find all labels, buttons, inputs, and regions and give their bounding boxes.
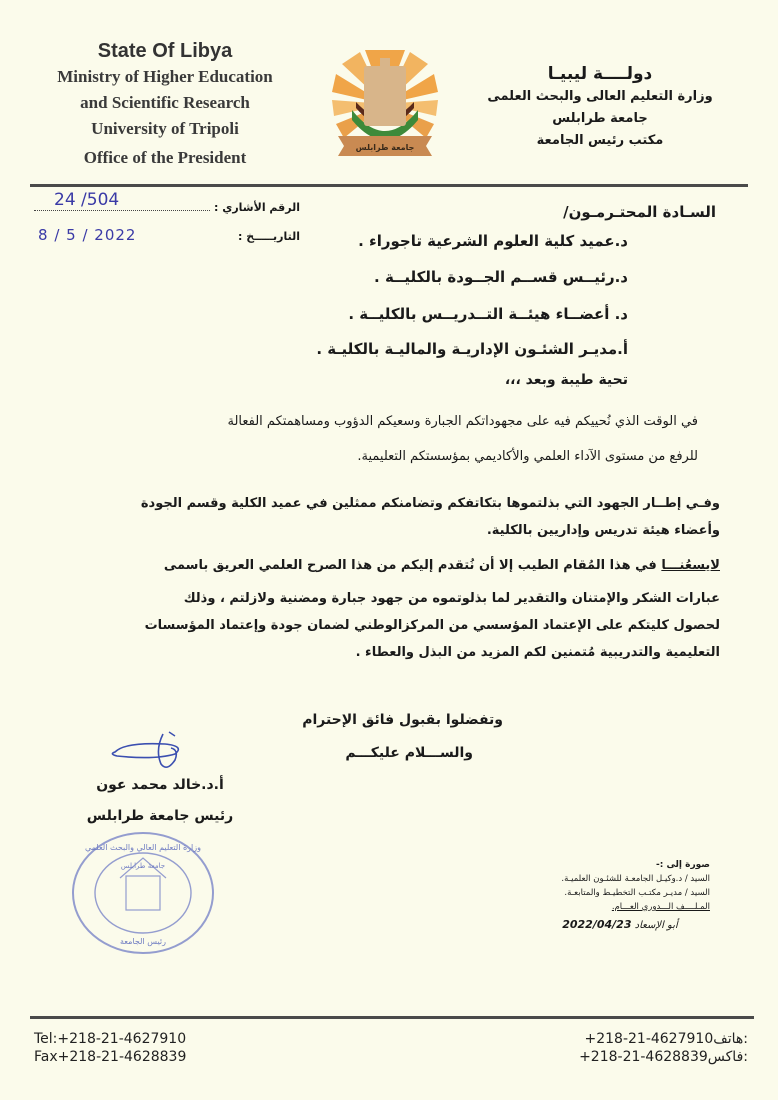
cc-line: السيد / د.وكيـل الجامعـة للشئـون العلميـة.: [561, 874, 710, 884]
paragraph-3-lead: لايسعُنـــا: [661, 558, 720, 573]
cc-date: 2022/04/23: [562, 918, 632, 931]
footer-tel-en: Tel:+218-21-4627910: [34, 1031, 187, 1047]
stamp-outer-text: وزارة التعليم العالي والبحث العلمي: [85, 843, 201, 852]
cc-date-prefix: أبو الإسعاد: [634, 920, 678, 931]
state-name-en: State Of Libya: [97, 40, 233, 62]
date-value: 2022 / 5 / 8: [38, 226, 137, 244]
paragraph-3-first-text: في هذا المُقام الطيب إلا أن نُتقدم إليكم من هذا الصرح العلمي العريق باسمى: [163, 558, 662, 573]
state-name-ar: دولــــة ليبيـا: [547, 64, 653, 84]
cc-line: السيد / مديـر مكتـب التخطيـط والمتابعـة.: [564, 888, 710, 898]
signatory-name: أ.د.خالد محمد عون: [96, 777, 224, 793]
paragraph-1-line: للرفع من مستوى الآداء العلمي والأكاديمي بمؤسستكم التعليمية.: [357, 449, 698, 464]
paragraph-3-line: عبارات الشكر والإمتنان والتقدير لما بذلوتموه من جهود جبارة ومضنية ولازلتم ، وذلك: [183, 591, 720, 606]
office-ar: مكتب رئيس الجامعة: [536, 133, 664, 148]
cc-date-row: [540, 918, 700, 931]
date-label: التاريـــــخ :: [238, 230, 300, 243]
paragraph-2-line: وأعضاء هيئة تدريس وإداريين بالكلية.: [486, 523, 720, 538]
ministry-line1-en: Ministry of Higher Education: [57, 67, 273, 86]
footer-fax-en: Fax+218-21-4628839: [34, 1049, 187, 1065]
reference-number-row: [30, 190, 300, 226]
university-logo: [330, 42, 440, 160]
paragraph-2-line: وفـي إطــار الجهود التي بذلتموها بتكاتفكم وتضامنكم ممثلين في عميد الكلية وقسم الجودة: [140, 496, 720, 511]
logo-emblem-icon: [330, 42, 440, 160]
recipient-line: أ.مديـر الشئـون الإداريـة والماليـة بالكليـة .: [316, 340, 628, 358]
cc-line: المـلــــف الـــدوري العـــام.: [611, 902, 710, 912]
header-divider: [30, 184, 748, 187]
handwritten-signature: [105, 730, 195, 778]
paragraph-3-line: لحصول كليتكم على الإعتماد المؤسسي من المركزالوطني لضمان جودة وإعتماد المؤسسات: [144, 618, 720, 633]
reference-number-value: 24 /504: [54, 190, 120, 210]
footer-fax-ar-label: فاكس:: [707, 1049, 748, 1065]
signature-icon: [105, 730, 195, 778]
university-ar: جامعة طرابلس: [552, 111, 648, 126]
footer-tel-ar-label: هاتف:: [713, 1031, 748, 1047]
ministry-line2-en: and Scientific Research: [80, 93, 250, 112]
paragraph-1-line: في الوقت الذي نُحييكم فيه على مجهوداتكم الجبارة وسعيكم الدؤوب ومساهمتكم الفعالة: [227, 414, 698, 429]
closing-line-1: وتفضلوا بقبول فائق الإحترام: [302, 712, 503, 728]
paragraph-2: [60, 490, 720, 544]
closing-line-2: والســـلام عليكـــم: [345, 745, 473, 761]
office-en: Office of the President: [83, 148, 247, 167]
footer-tel-ar: [579, 1030, 748, 1048]
signatory-title: رئيس جامعة طرابلس: [86, 808, 234, 824]
paragraph-3-first-line: [60, 552, 720, 579]
paragraph-3-line: التعليمية والتدريبية مُتمنين لكم المزيد من البذل والعطاء .: [355, 645, 720, 660]
official-stamp: [68, 828, 218, 958]
copies-to-block: [530, 858, 710, 914]
stamp-seal-icon: [68, 828, 218, 958]
recipient-line: د. أعضــاء هيئــة التــدريــس بالكليــة .: [348, 305, 628, 323]
footer-divider: [30, 1016, 754, 1019]
university-en: University of Tripoli: [91, 119, 239, 138]
footer-contact-en: [34, 1030, 186, 1066]
salutation: السـادة المحتـرمـون/: [563, 203, 716, 221]
logo-caption: جامعة طرابلس: [355, 143, 415, 152]
footer-fax-ar-number: +218-21-4628839: [579, 1049, 708, 1065]
recipient-line: د.رئيــس قســم الجــودة بالكليــة .: [374, 268, 628, 286]
recipient-line: د.عميد كلية العلوم الشرعية تاجوراء .: [358, 232, 628, 250]
cc-heading: صورة إلى :-: [655, 860, 710, 870]
stamp-inner-text: جامعة طرابلس: [120, 862, 166, 870]
paragraph-1: [38, 408, 698, 470]
letterhead-arabic: [480, 62, 720, 152]
greeting: تحية طيبة وبعد ،،،: [504, 372, 628, 388]
ministry-ar: وزارة التعليم العالى والبحث العلمى: [487, 89, 713, 104]
logo-tower: [364, 66, 406, 126]
footer-fax-ar: [579, 1048, 748, 1066]
letterhead-english: [20, 38, 310, 171]
reference-number-field: [34, 190, 210, 211]
footer-tel-ar-number: +218-21-4627910: [584, 1031, 714, 1047]
footer-contact-ar: [579, 1030, 748, 1066]
paragraph-3: [60, 552, 720, 666]
stamp-bottom-text: رئيس الجامعة: [120, 937, 166, 946]
reference-number-label: الرقم الأشاري :: [214, 201, 300, 214]
